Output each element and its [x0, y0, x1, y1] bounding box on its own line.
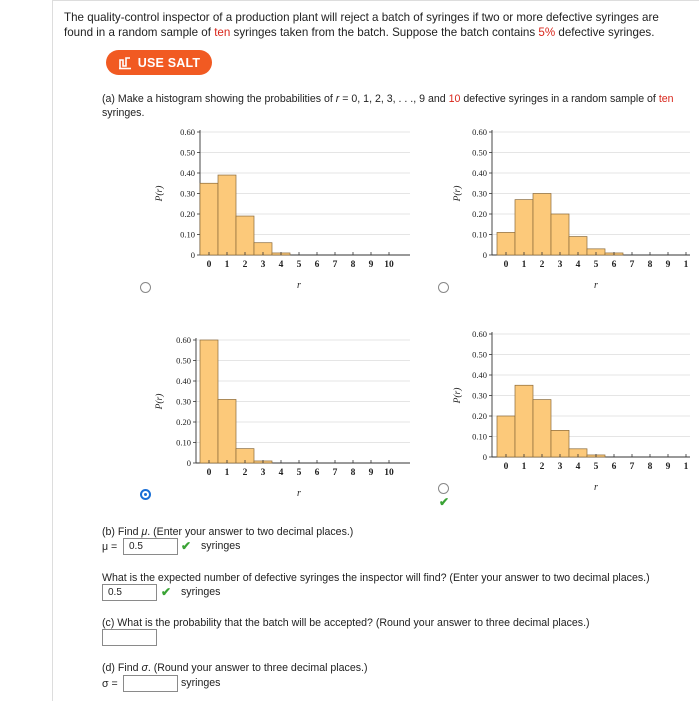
- x-tick-label: 4: [575, 462, 581, 472]
- y-tick-label: 0.10: [472, 431, 487, 442]
- y-tick-label: 0.20: [180, 209, 195, 219]
- y-tick-label: 0.10: [180, 229, 195, 240]
- part-d-question: (d) Find σ. (Round your answer to three decimal places.): [102, 662, 368, 674]
- y-tick-label: 0.50: [472, 147, 487, 158]
- intro-text-1: The quality-control inspector of a production plant will reject a batch of syringes if two or more defective syringes are found in a random sample of: [64, 11, 659, 39]
- x-tick-label: 8: [350, 468, 356, 478]
- x-tick-label: 7: [629, 462, 635, 472]
- x-tick-label: 10: [384, 468, 394, 478]
- y-tick-label: 0.40: [176, 376, 191, 386]
- x-tick-label: 4: [278, 260, 284, 270]
- histogram-bar: [515, 385, 533, 457]
- x-tick-label: 0: [206, 260, 212, 270]
- x-tick-label: 4: [575, 260, 581, 270]
- x-tick-label: 3: [557, 462, 563, 472]
- x-tick-label: 2: [539, 260, 545, 270]
- x-tick-label: 1: [224, 468, 230, 478]
- y-axis-label: P(r): [155, 393, 165, 410]
- histogram-bar: [515, 200, 533, 255]
- x-tick-label: 9: [368, 260, 374, 270]
- expected-correct-check-icon: ✔: [161, 585, 172, 599]
- y-tick-label: 0.30: [176, 396, 191, 407]
- histogram-bar: [533, 400, 551, 457]
- histogram-bar: [200, 340, 218, 463]
- part-c-question: (c) What is the probability that the batch will be accepted? (Round your answer to three decimal places.): [102, 617, 590, 629]
- histogram-3-svg: [152, 333, 412, 508]
- y-axis-label: P(r): [453, 387, 463, 404]
- x-tick-label: 4: [278, 468, 284, 478]
- x-tick-label: 10: [384, 260, 394, 270]
- histogram-bar: [200, 183, 218, 255]
- histogram-4-svg: [450, 327, 695, 502]
- x-tick-label: 8: [647, 462, 653, 472]
- acceptance-probability-input[interactable]: [102, 629, 157, 646]
- x-tick-label: 2: [242, 468, 248, 478]
- y-tick-label: 0.10: [176, 437, 191, 448]
- x-tick-label: 0: [206, 468, 212, 478]
- use-salt-button[interactable]: [106, 50, 212, 75]
- x-tick-label: 5: [593, 260, 599, 270]
- x-tick-label: 1: [683, 462, 689, 472]
- y-tick-label: 0.60: [472, 127, 487, 137]
- x-tick-label: 9: [665, 462, 671, 472]
- radio-option-2[interactable]: [438, 282, 449, 293]
- y-tick-label: 0.30: [472, 390, 487, 401]
- x-tick-label: 5: [593, 462, 599, 472]
- x-tick-label: 6: [314, 468, 320, 478]
- y-tick-label: 0.50: [180, 147, 195, 158]
- x-tick-label: 9: [368, 468, 374, 478]
- radio-option-3-selected[interactable]: [140, 489, 151, 500]
- histogram-bar: [497, 232, 515, 255]
- x-axis-label: r: [594, 280, 598, 291]
- salt-logo-icon: [118, 56, 132, 70]
- x-tick-label: 3: [260, 468, 266, 478]
- histogram-option-2: [450, 125, 695, 300]
- expected-number-input[interactable]: 0.5: [102, 584, 157, 601]
- x-tick-label: 0: [503, 260, 509, 270]
- y-tick-label: 0.20: [176, 417, 191, 427]
- y-tick-label: 0.30: [180, 188, 195, 199]
- y-tick-label: 0.10: [472, 229, 487, 240]
- x-tick-label: 3: [260, 260, 266, 270]
- mu-correct-check-icon: ✔: [181, 539, 192, 553]
- sigma-unit: syringes: [181, 677, 221, 689]
- histogram-bar: [533, 194, 551, 256]
- x-tick-label: 9: [665, 260, 671, 270]
- histogram-option-4: [450, 327, 695, 502]
- x-tick-label: 7: [332, 468, 338, 478]
- y-tick-label: 0.40: [180, 168, 195, 178]
- x-tick-label: 8: [350, 260, 356, 270]
- sigma-input[interactable]: [123, 675, 178, 692]
- mu-label: μ =: [102, 541, 118, 553]
- expected-number-unit: syringes: [181, 586, 221, 598]
- histogram-1-svg: [152, 125, 412, 300]
- y-tick-label: 0: [186, 458, 191, 468]
- x-tick-label: 6: [611, 260, 617, 270]
- problem-intro: [64, 10, 676, 40]
- part-b-question: (b) Find μ. (Enter your answer to two decimal places.): [102, 526, 354, 538]
- radio-option-4[interactable]: [438, 483, 449, 494]
- y-tick-label: 0: [482, 250, 487, 260]
- histogram-bar: [551, 214, 569, 255]
- x-tick-label: 7: [629, 260, 635, 270]
- histogram-bar: [551, 430, 569, 457]
- y-tick-label: 0.40: [472, 370, 487, 380]
- y-tick-label: 0.20: [472, 209, 487, 219]
- y-tick-label: 0.50: [472, 349, 487, 360]
- mu-unit: syringes: [201, 540, 241, 552]
- x-tick-label: 7: [332, 260, 338, 270]
- x-tick-label: 2: [242, 260, 248, 270]
- histogram-bar: [497, 416, 515, 457]
- x-tick-label: 6: [611, 462, 617, 472]
- x-tick-label: 0: [503, 462, 509, 472]
- intro-text-3: defective syringes.: [558, 26, 655, 39]
- y-tick-label: 0.50: [176, 355, 191, 366]
- y-tick-label: 0.60: [176, 335, 191, 345]
- expected-number-question: What is the expected number of defective syringes the inspector will find? (Enter your answer to two decimal places.): [102, 572, 650, 584]
- x-axis-label: r: [297, 280, 301, 291]
- y-axis-label: P(r): [155, 185, 165, 202]
- mu-input[interactable]: 0.5: [123, 538, 178, 555]
- x-tick-label: 5: [296, 260, 302, 270]
- histogram-bar: [236, 216, 254, 255]
- histogram-2-svg: [450, 125, 695, 300]
- y-tick-label: 0: [190, 250, 195, 260]
- intro-text-2: syringes taken from the batch. Suppose the batch contains: [233, 26, 536, 39]
- x-tick-label: 8: [647, 260, 653, 270]
- histogram-option-3: [152, 333, 412, 508]
- sigma-label: σ =: [102, 678, 118, 690]
- correct-checkmark-icon: ✔: [439, 495, 450, 509]
- x-tick-label: 1: [224, 260, 230, 270]
- y-tick-label: 0.40: [472, 168, 487, 178]
- part-a-question: (a) Make a histogram showing the probabilities of r = 0, 1, 2, 3, . . ., 9 and 10 defective syringes in a random sample of ten syringes.: [102, 93, 674, 119]
- x-tick-label: 1: [521, 260, 527, 270]
- intro-defect-rate: 5%: [538, 26, 556, 39]
- y-tick-label: 0: [482, 452, 487, 462]
- histogram-bar: [218, 175, 236, 255]
- x-tick-label: 2: [539, 462, 545, 472]
- x-axis-label: r: [594, 482, 598, 493]
- radio-option-1[interactable]: [140, 282, 151, 293]
- histogram-bar: [218, 399, 236, 463]
- y-axis-label: P(r): [453, 185, 463, 202]
- intro-sample-size: ten: [214, 26, 231, 39]
- x-tick-label: 1: [521, 462, 527, 472]
- histogram-option-1: [152, 125, 412, 300]
- use-salt-label: USE SALT: [137, 55, 201, 70]
- y-tick-label: 0.60: [472, 329, 487, 339]
- y-tick-label: 0.20: [472, 411, 487, 421]
- x-tick-label: 1: [683, 260, 689, 270]
- x-tick-label: 6: [314, 260, 320, 270]
- y-tick-label: 0.30: [472, 188, 487, 199]
- x-tick-label: 5: [296, 468, 302, 478]
- x-axis-label: r: [297, 488, 301, 499]
- y-tick-label: 0.60: [180, 127, 195, 137]
- x-tick-label: 3: [557, 260, 563, 270]
